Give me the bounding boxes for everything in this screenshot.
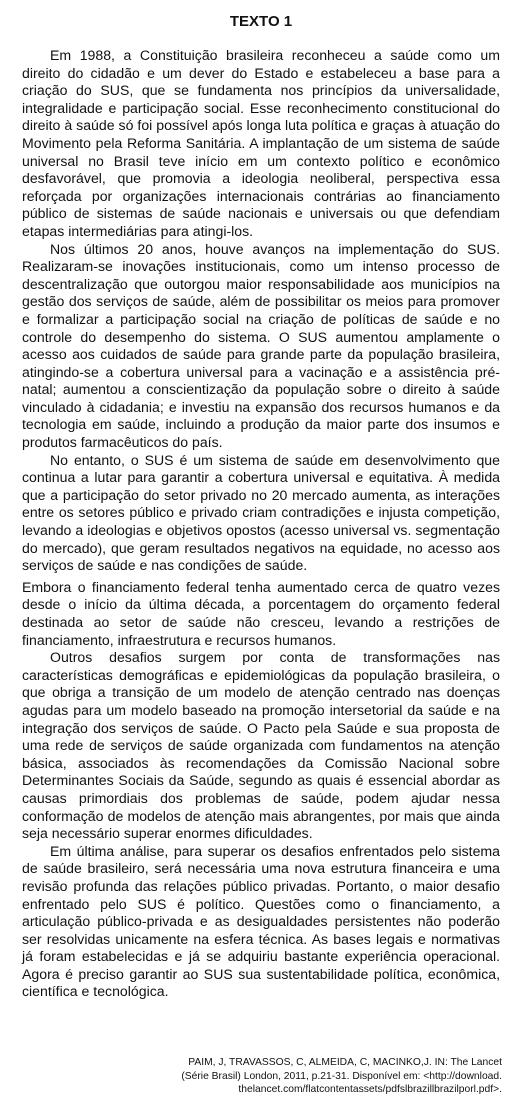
reference-line-1: PAIM, J, TRAVASSOS, C, ALMEIDA, C, MACINKO,J. IN: The Lancet — [188, 1057, 502, 1068]
paragraph-5: Outros desafios surgem por conta de transformações nas características demográficas e epidemiológicas da população brasileira, o que obriga a transição de um modelo de atenção centrado nas doenças agudas para um modelo baseado na promoção intersetorial da saúde e na integração dos serviços de saúde. O Pacto pela Saúde e sua proposta de uma rede de serviços de saúde organizada com fundamentos na atenção básica, associados às recomendações da Comissão Nacional sobre Determinantes Sociais da Saúde, segundo as quais é essencial abordar as causas primordiais dos problemas de saúde, podem ajudar nessa conformação de modelos de atenção mais abrangentes, por mais que ainda seja necessário superar enormes dificuldades. — [22, 649, 500, 842]
reference-citation — [22, 1056, 502, 1097]
paragraph-2: Nos últimos 20 anos, houve avanços na implementação do SUS. Realizaram-se inovações institucionais, como um intenso processo de descentralização que outorgou maior responsabilidade aos municípios na gestão dos serviços de saúde, além de possibilitar os meios para promover e formalizar a participação social na criação de políticas de saúde e no controle do desempenho do sistema. O SUS aumentou amplamente o acesso aos cuidados de saúde para grande parte da população brasileira, atingindo-se a cobertura universal para a vacinação e a assistência pré-natal; aumentou a conscientização da população sobre o direito à saúde vinculado à cidadania; e investiu na expansão dos recursos humanos e da tecnologia em saúde, incluindo a produção da maior parte dos insumos e produtos farmacêuticos do país. — [22, 240, 500, 451]
paragraph-6: Em última análise, para superar os desafios enfrentados pelo sistema de saúde brasileiro, será necessária uma nova estrutura financeira e uma revisão profunda das relações público privadas. Portanto, o maior desafio enfrentado pelo SUS é político. Questões como o financiamento, a articulação público-privada e as desigualdades persistentes não poderão ser resolvidas unicamente na esfera técnica. As bases legais e normativas já foram estabelecidas e já se adquiriu bastante experiência operacional. Agora é preciso garantir ao SUS sua sustentabilidade política, econômica, científica e tecnológica. — [22, 842, 500, 1000]
document-title: TEXTO 1 — [229, 13, 293, 30]
reference-line-2: (Série Brasil) London, 2011, p.21-31. Disponível em: <http://download. — [181, 1070, 502, 1082]
reference-line-3: thelancet.com/flatcontentassets/pdfslbrazillbrazilporl.pdf>. — [238, 1084, 502, 1095]
paragraph-4: Embora o financiamento federal tenha aumentado cerca de quatro vezes desde o início da última década, a porcentagem do orçamento federal destinada ao setor de saúde não cresceu, levando a restrições de financiamento, infraestrutura e recursos humanos. — [22, 578, 500, 648]
document-body — [22, 47, 500, 1001]
paragraph-1: Em 1988, a Constituição brasileira reconheceu a saúde como um direito do cidadão e um dever do Estado e estabeleceu a base para a criação do SUS, que se fundamenta nos princípios da universalidade, integralidade e participação social. Esse reconhecimento constitucional do direito à saúde só foi possível após longa luta política e graças à atuação do Movimento pela Reforma Sanitária. A implantação de um sistema de saúde universal no Brasil teve início em um contexto político e econômico desfavorável, que promovia a ideologia neoliberal, perspectiva essa reforçada por organizações internacionais contrárias ao financiamento público de sistemas de saúde nacionais e universais ou que defendiam etapas intermediárias para atingi-los. — [22, 47, 500, 239]
paragraph-3: No entanto, o SUS é um sistema de saúde em desenvolvimento que continua a lutar para garantir a cobertura universal e equitativa. À medida que a participação do setor privado no 20 mercado aumenta, as interações entre os setores público e privado criam contradições e injusta competição, levando a ideologias e objetivos opostos (acesso universal vs. segmentação do mercado), que geram resultados negativos na equidade, no acesso aos serviços de saúde e nas condições de saúde. — [22, 451, 500, 574]
